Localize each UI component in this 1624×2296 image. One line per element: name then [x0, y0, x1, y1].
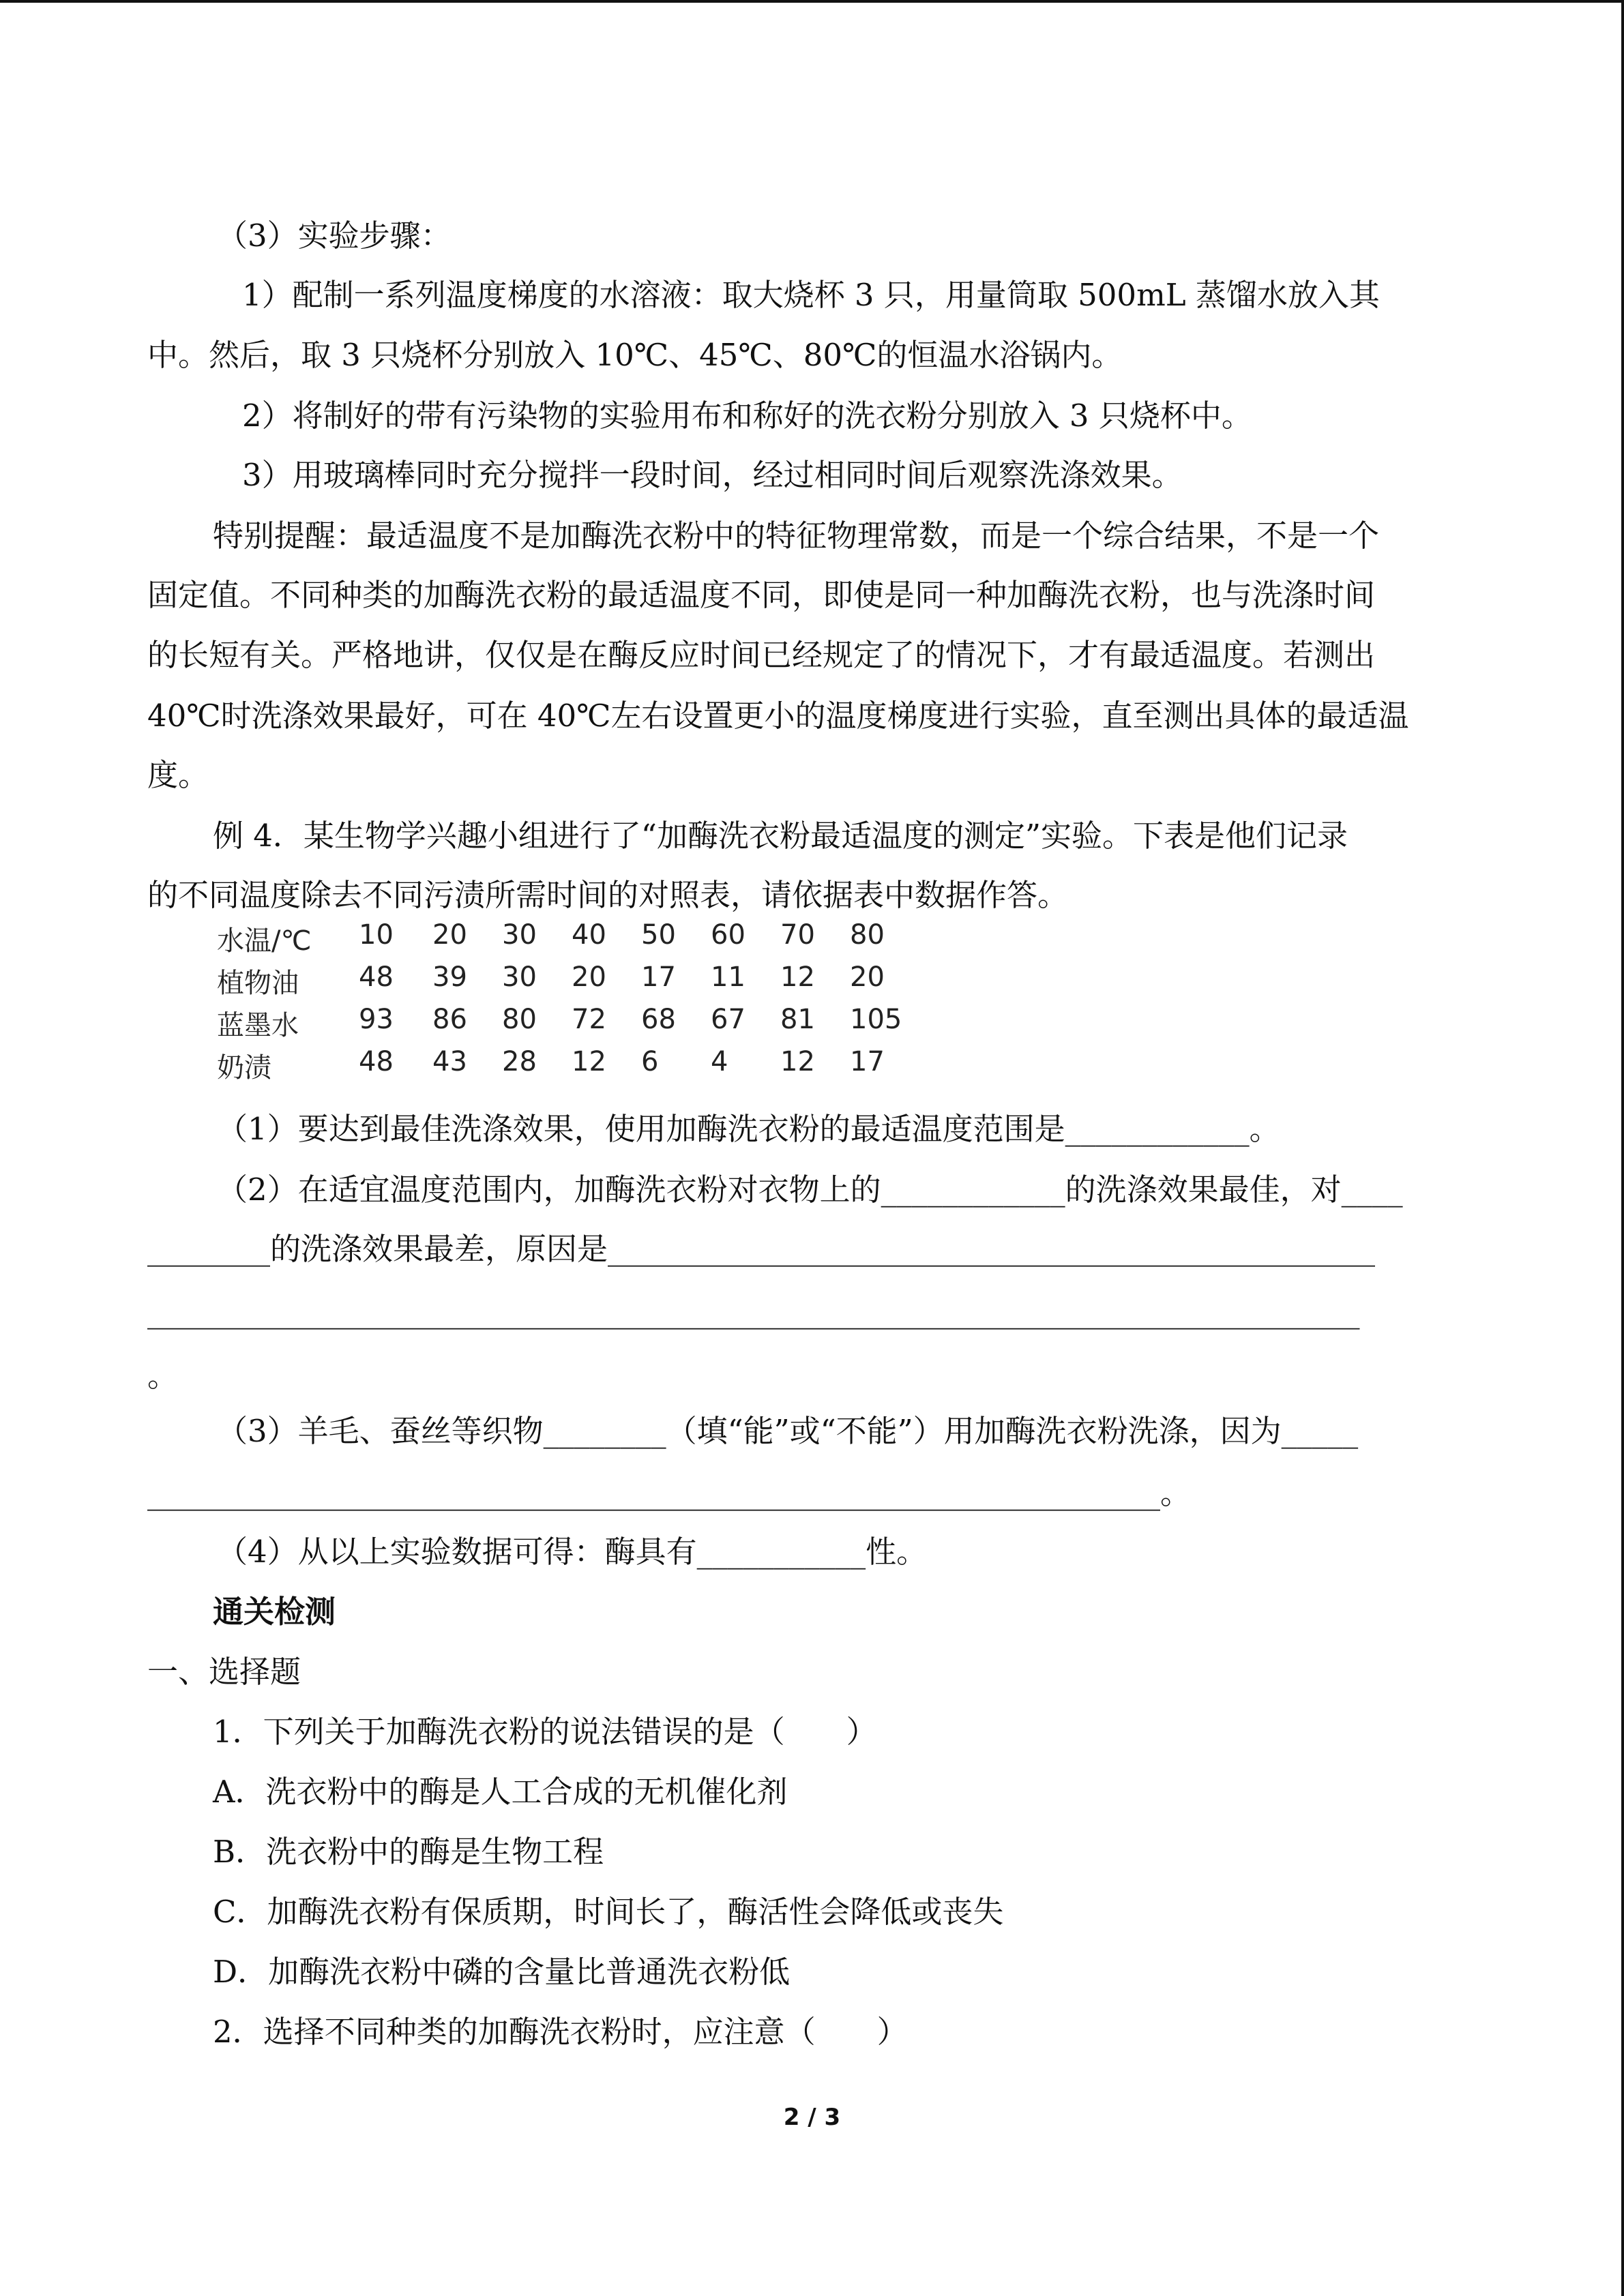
- text-line: 的不同温度除去不同污渍所需时间的对照表，请依据表中数据作答。: [147, 877, 1069, 913]
- text-line: 1）配制一系列温度梯度的水溶液：取大烧杯 3 只，用量筒取 500mL 蒸馏水放入其: [242, 277, 1380, 313]
- option-line: B．洗衣粉中的酶是生物工程: [213, 1834, 604, 1870]
- text-line: 40℃时洗涤效果最好，可在 40℃左右设置更小的温度梯度进行实验，直至测出具体的最适温: [147, 698, 1409, 734]
- question-line: 2．选择不同种类的加酶洗衣粉时，应注意（ ）: [213, 2014, 908, 2050]
- table-cell: 10: [359, 919, 394, 951]
- table-cell: 12: [780, 1046, 815, 1077]
- table-cell: 81: [780, 1004, 815, 1035]
- table-cell: 43: [432, 1046, 467, 1077]
- table-cell: 20: [572, 961, 606, 993]
- table-cell: 30: [502, 961, 537, 993]
- question-line: __________________________________________________________________。: [147, 1475, 1192, 1511]
- table-cell: 奶渍: [217, 1052, 271, 1084]
- table-cell: 20: [850, 961, 885, 993]
- table-cell: 17: [641, 961, 676, 993]
- table-cell: 12: [780, 961, 815, 993]
- option-line: C．加酶洗衣粉有保质期，时间长了，酶活性会降低或丧失: [213, 1894, 1004, 1930]
- table-cell: 48: [359, 1046, 394, 1077]
- text-line: 中。然后，取 3 只烧杯分别放入 10℃、45℃、80℃的恒温水浴锅内。: [147, 337, 1123, 373]
- table-cell: 40: [572, 919, 606, 951]
- text-line: 固定值。不同种类的加酶洗衣粉的最适温度不同，即使是同一种加酶洗衣粉，也与洗涤时间: [147, 577, 1376, 613]
- text-line: 。: [147, 1358, 179, 1394]
- section-subheading: 一、选择题: [147, 1654, 301, 1690]
- table-cell: 50: [641, 919, 676, 951]
- table-cell: 105: [850, 1004, 902, 1035]
- text-line: 特别提醒：最适温度不是加酶洗衣粉中的特征物理常数，而是一个综合结果，不是一个: [213, 518, 1380, 554]
- question-line: （1）要达到最佳洗涤效果，使用加酶洗衣粉的最适温度范围是____________。: [217, 1111, 1280, 1147]
- table-cell: 80: [850, 919, 885, 951]
- table-cell: 17: [850, 1046, 885, 1077]
- text-line: 度。: [147, 757, 209, 793]
- text-line: 的长短有关。严格地讲，仅仅是在酶反应时间已经规定了的情况下，才有最适温度。若测出: [147, 637, 1376, 673]
- table-cell: 80: [502, 1004, 537, 1035]
- table-cell: 93: [359, 1004, 394, 1035]
- option-line: D．加酶洗衣粉中磷的含量比普通洗衣粉低: [213, 1954, 791, 1990]
- answer-blank-line: _______________________________________________________________________________: [147, 1294, 1360, 1330]
- table-cell: 植物油: [217, 968, 299, 999]
- question-line: ________的洗涤效果最差，原因是__________________________________________________: [147, 1231, 1376, 1267]
- table-cell: 20: [432, 919, 467, 951]
- table-cell: 28: [502, 1046, 537, 1077]
- table-cell: 12: [572, 1046, 606, 1077]
- question-line: （3）羊毛、蚕丝等织物________（填“能”或“不能”）用加酶洗衣粉洗涤，因为_____: [217, 1413, 1359, 1449]
- table-cell: 48: [359, 961, 394, 993]
- table-cell: 30: [502, 919, 537, 951]
- question-line: （4）从以上实验数据可得：酶具有___________性。: [217, 1534, 928, 1570]
- section-heading: 通关检测: [213, 1594, 336, 1630]
- page-number: 2 / 3: [783, 2104, 841, 2131]
- table-cell: 67: [711, 1004, 745, 1035]
- table-cell: 68: [641, 1004, 676, 1035]
- table-cell: 86: [432, 1004, 467, 1035]
- text-line: 例 4．某生物学兴趣小组进行了“加酶洗衣粉最适温度的测定”实验。下表是他们记录: [213, 818, 1348, 854]
- question-line: （2）在适宜温度范围内，加酶洗衣粉对衣物上的____________的洗涤效果最佳，对____: [217, 1172, 1403, 1208]
- text-line: 2）将制好的带有污染物的实验用布和称好的洗衣粉分别放入 3 只烧杯中。: [242, 398, 1252, 434]
- table-cell: 60: [711, 919, 745, 951]
- table-cell: 6: [641, 1046, 659, 1077]
- option-line: A．洗衣粉中的酶是人工合成的无机催化剂: [213, 1774, 788, 1810]
- table-cell: 39: [432, 961, 467, 993]
- table-cell: 70: [780, 919, 815, 951]
- table-cell: 11: [711, 961, 745, 993]
- table-cell: 72: [572, 1004, 606, 1035]
- table-cell: 4: [711, 1046, 728, 1077]
- table-cell: 蓝墨水: [217, 1010, 299, 1041]
- text-line: （3）实验步骤：: [217, 218, 452, 254]
- text-line: 3）用玻璃棒同时充分搅拌一段时间，经过相同时间后观察洗涤效果。: [242, 457, 1183, 493]
- question-line: 1．下列关于加酶洗衣粉的说法错误的是（ ）: [213, 1714, 877, 1750]
- table-cell: 水温/℃: [217, 925, 312, 957]
